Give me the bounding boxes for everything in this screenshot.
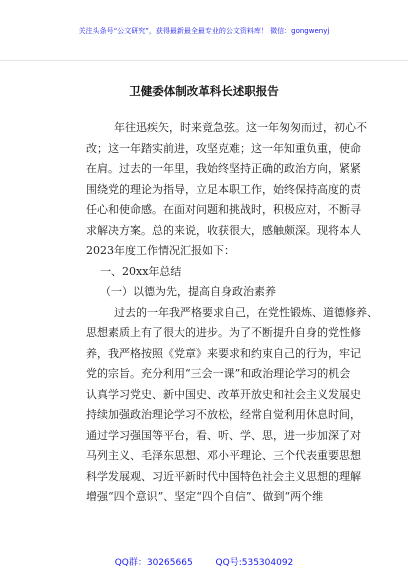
- body-line: 任心和使命感。在面对问题和挑战时，积极应对，不断寻: [86, 203, 361, 216]
- body-line: 2023年度工作情况汇报如下：: [86, 244, 235, 257]
- body-line: （一）以德为先，提高自身政治素养: [100, 285, 276, 298]
- page-footer: [0, 555, 408, 568]
- body-line: 科学发展观、习近平新时代中国特色社会主义思想的理解: [86, 469, 361, 483]
- body-line: 养，我严格按照《党章》来要求和约束自己的行为，牢记: [86, 346, 361, 360]
- body-line: 一、20xx年总结: [100, 264, 182, 278]
- body-line: 持续加强政治理论学习不放松，经常自觉利用休息时间，: [86, 408, 361, 421]
- body-line: 认真学习党史、新中国史、改革开放史和社会主义发展史: [86, 387, 361, 401]
- body-line: 增强“四个意识”、坚定“四个自信”、做到“两个维: [86, 490, 324, 503]
- body-line: 过去的一年我严格要求自己，在党性锻炼、道德修养、: [114, 305, 378, 319]
- body-line: 思想素质上有了很大的进步。为了不断提升自身的党性修: [86, 326, 361, 339]
- footer-qq-number: QQ号:535304092: [215, 558, 294, 568]
- body-line: 改；这一年踏实前进，攻坚克难；这一年知重负重，使命: [86, 141, 361, 155]
- body-line: 围绕党的理论为指导，立足本职工作，始终保持高度的责: [86, 182, 361, 196]
- body-line: 通过学习强国等平台，看、听、学、思，进一步加深了对: [86, 428, 361, 442]
- header-notice: 关注头条号“公文研究”，获得最新最全最专业的公文资料库！ 微信：gongwenyj: [78, 27, 330, 35]
- body-line: 在肩。过去的一年里，我始终坚持正确的政治方向，紧紧: [86, 162, 361, 175]
- body-line: 党的宗旨。充分利用“三会一课”和政治理论学习的机会: [86, 367, 351, 380]
- document-title: 卫健委体制改革科长述职报告: [129, 84, 279, 98]
- document-body: [86, 118, 378, 508]
- page-header: [0, 0, 408, 61]
- footer-qq-group: QQ群：30265665: [114, 558, 193, 568]
- body-line: 求解决方案。总的来说，收获很大，感触颇深。现将本人: [86, 223, 361, 237]
- body-line: 马列主义、毛泽东思想、邓小平理论、三个代表重要思想: [86, 449, 361, 462]
- body-line: 年往迅疾矢，时来竟急弦。这一年匆匆而过，初心不: [114, 121, 367, 134]
